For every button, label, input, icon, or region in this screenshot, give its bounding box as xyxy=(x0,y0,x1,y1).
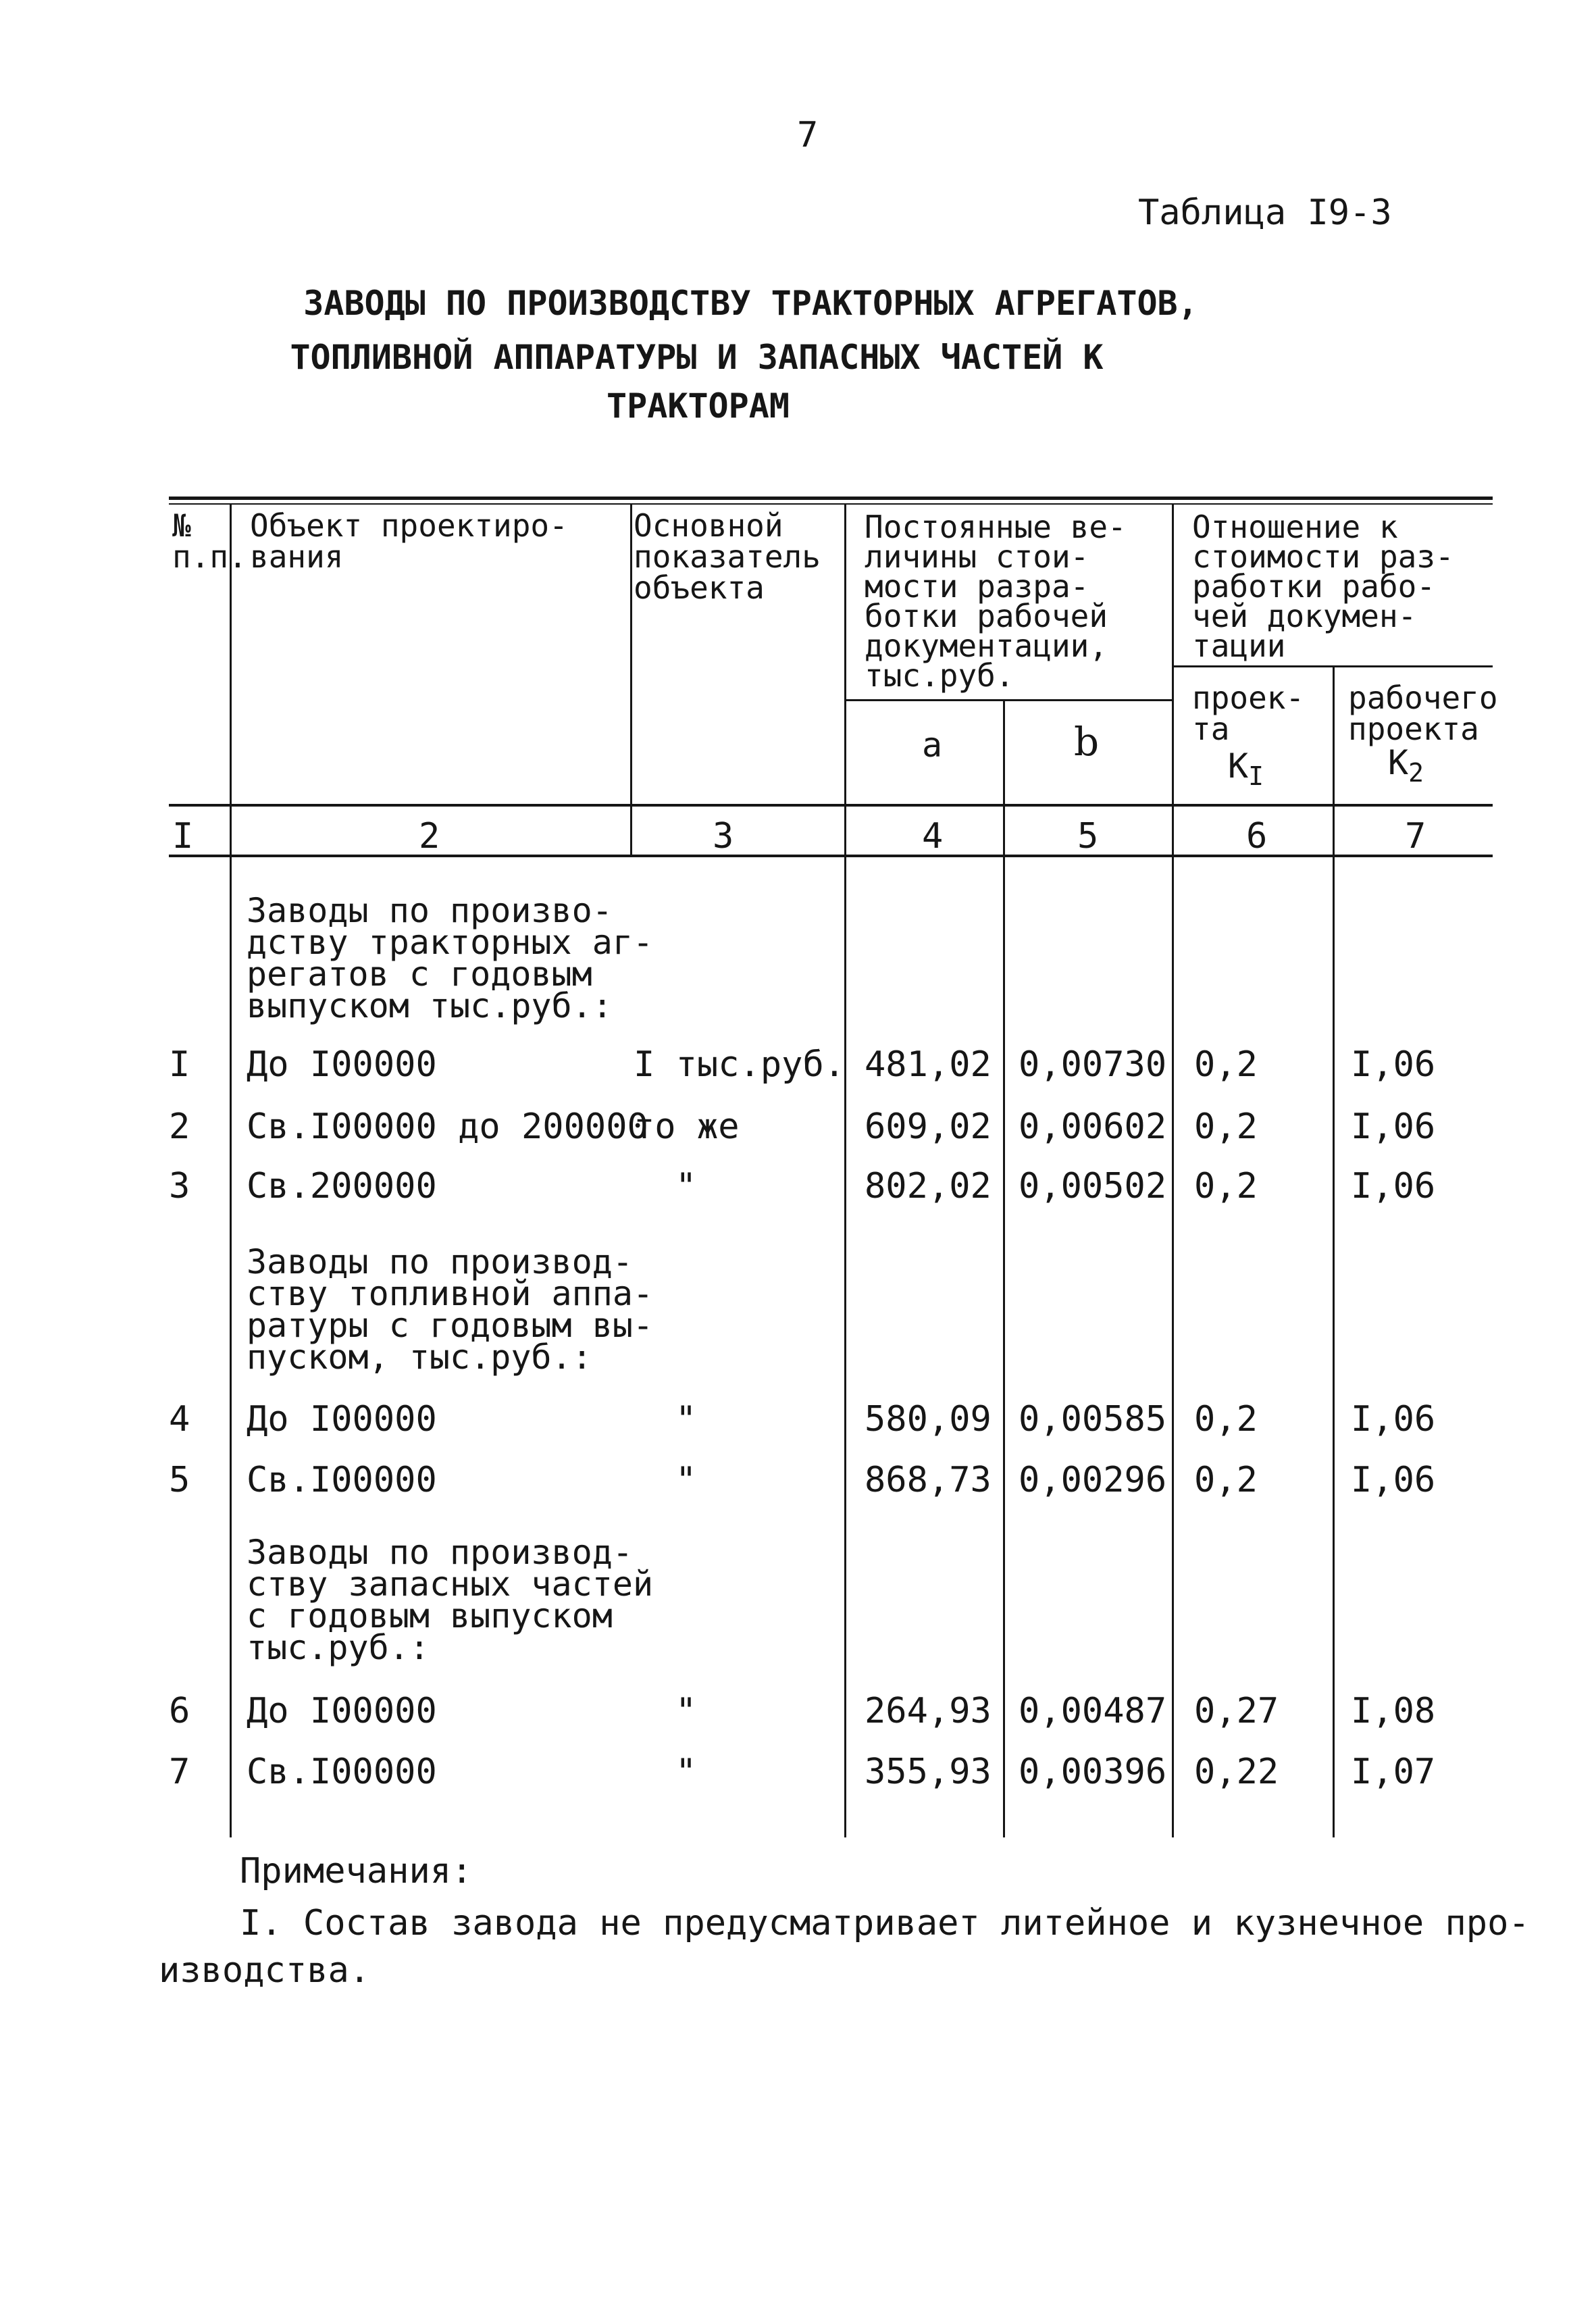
row-number: 2 xyxy=(169,1107,190,1147)
row-indicator: I тыс.руб. xyxy=(634,1044,846,1085)
row-k1: 0,27 xyxy=(1194,1691,1279,1731)
row-a: 802,02 xyxy=(865,1166,992,1206)
header-k1-symbol: $K_I$ xyxy=(1228,746,1264,791)
row-a: 609,02 xyxy=(865,1107,992,1147)
row-a: 868,73 xyxy=(865,1460,992,1500)
row-object: До I00000 xyxy=(247,1691,437,1731)
row-k1: 0,22 xyxy=(1194,1752,1279,1792)
row-a: 580,09 xyxy=(865,1399,992,1440)
row-b: 0,00502 xyxy=(1019,1166,1167,1206)
row-indicator: " xyxy=(675,1752,697,1792)
row-a: 481,02 xyxy=(865,1044,992,1085)
row-indicator: то же xyxy=(634,1107,740,1147)
row-k2: I,08 xyxy=(1351,1691,1436,1731)
col-number-3: 3 xyxy=(713,816,734,857)
header-k2-label: рабочего проекта xyxy=(1348,680,1498,747)
col-number-4: 4 xyxy=(922,816,944,857)
row-b: 0,00585 xyxy=(1019,1399,1167,1440)
row-number: 5 xyxy=(169,1460,190,1500)
note-line-1: I. Состав завода не предусматривает литейное и кузнечное про- xyxy=(240,1903,1530,1943)
header-number: № п.п. xyxy=(172,507,247,575)
row-k1: 0,2 xyxy=(1194,1166,1258,1206)
header-k2-symbol: $K_2$ xyxy=(1388,743,1424,788)
page-number: 7 xyxy=(797,115,819,155)
row-k1: 0,2 xyxy=(1194,1044,1258,1085)
header-object: Объект проектиро- вания xyxy=(250,507,568,575)
row-object: Св.I00000 xyxy=(247,1752,437,1792)
row-a: 264,93 xyxy=(865,1691,992,1731)
notes-title: Примечания: xyxy=(240,1851,473,1891)
row-k2: I,06 xyxy=(1351,1107,1436,1147)
row-object: Св.I00000 xyxy=(247,1460,437,1500)
row-k2: I,06 xyxy=(1351,1460,1436,1500)
header-k1-label: проек- та xyxy=(1192,680,1305,747)
note-line-2: изводства. xyxy=(159,1950,371,1991)
title-line-3: ТРАКТОРАМ xyxy=(607,386,790,426)
row-number: 6 xyxy=(169,1691,190,1731)
row-object: До I00000 xyxy=(247,1044,437,1085)
row-indicator: " xyxy=(675,1399,697,1440)
row-k1: 0,2 xyxy=(1194,1107,1258,1147)
title-line-1: ЗАВОДЫ ПО ПРОИЗВОДСТВУ ТРАКТОРНЫХ АГРЕГАТОВ, xyxy=(303,284,1198,323)
col-number-1: I xyxy=(172,816,194,857)
header-ratio: Отношение к стоимости раз- работки рабо- чей докумен- тации xyxy=(1192,509,1454,664)
header-b: b xyxy=(1074,719,1100,765)
header-a: a xyxy=(922,726,943,765)
row-k1: 0,2 xyxy=(1194,1399,1258,1440)
row-b: 0,00296 xyxy=(1019,1460,1167,1500)
table-label: Таблица I9-3 xyxy=(1138,193,1392,233)
row-indicator: " xyxy=(675,1460,697,1500)
header-constants: Постоянные ве- личины стои- мости разра- ботки рабочей документации, тыс.руб. xyxy=(865,509,1127,694)
row-indicator: " xyxy=(675,1691,697,1731)
row-number: 3 xyxy=(169,1166,190,1206)
row-number: 4 xyxy=(169,1399,190,1440)
row-object: Св.I00000 до 200000 xyxy=(247,1107,648,1147)
header-indicator: Основной показатель объекта xyxy=(634,507,821,606)
row-number: I xyxy=(169,1044,190,1085)
row-b: 0,00730 xyxy=(1019,1044,1167,1085)
row-object: Св.200000 xyxy=(247,1166,437,1206)
row-object: До I00000 xyxy=(247,1399,437,1440)
row-k2: I,06 xyxy=(1351,1044,1436,1085)
col-number-6: 6 xyxy=(1246,816,1268,857)
row-number: 7 xyxy=(169,1752,190,1792)
col-number-7: 7 xyxy=(1405,816,1426,857)
section-spare-parts: Заводы по производ- ству запасных частей с годовым выпуском тыс.руб.: xyxy=(247,1533,654,1667)
section-fuel-equipment: Заводы по производ- ству топливной аппа- ратуры с годовым вы- пуском, тыс.руб.: xyxy=(247,1242,654,1377)
row-indicator: " xyxy=(675,1166,697,1206)
col-number-2: 2 xyxy=(419,816,440,857)
section-tractor-units: Заводы по произво- дству тракторных аг- регатов с годовым выпуском тыс.руб.: xyxy=(247,891,654,1025)
row-k1: 0,2 xyxy=(1194,1460,1258,1500)
row-b: 0,00602 xyxy=(1019,1107,1167,1147)
row-k2: I,07 xyxy=(1351,1752,1436,1792)
row-k2: I,06 xyxy=(1351,1166,1436,1206)
row-k2: I,06 xyxy=(1351,1399,1436,1440)
row-b: 0,00487 xyxy=(1019,1691,1167,1731)
row-a: 355,93 xyxy=(865,1752,992,1792)
title-line-2: ТОПЛИВНОЙ АППАРАТУРЫ И ЗАПАСНЫХ ЧАСТЕЙ К xyxy=(290,338,1104,377)
col-number-5: 5 xyxy=(1077,816,1099,857)
row-b: 0,00396 xyxy=(1019,1752,1167,1792)
